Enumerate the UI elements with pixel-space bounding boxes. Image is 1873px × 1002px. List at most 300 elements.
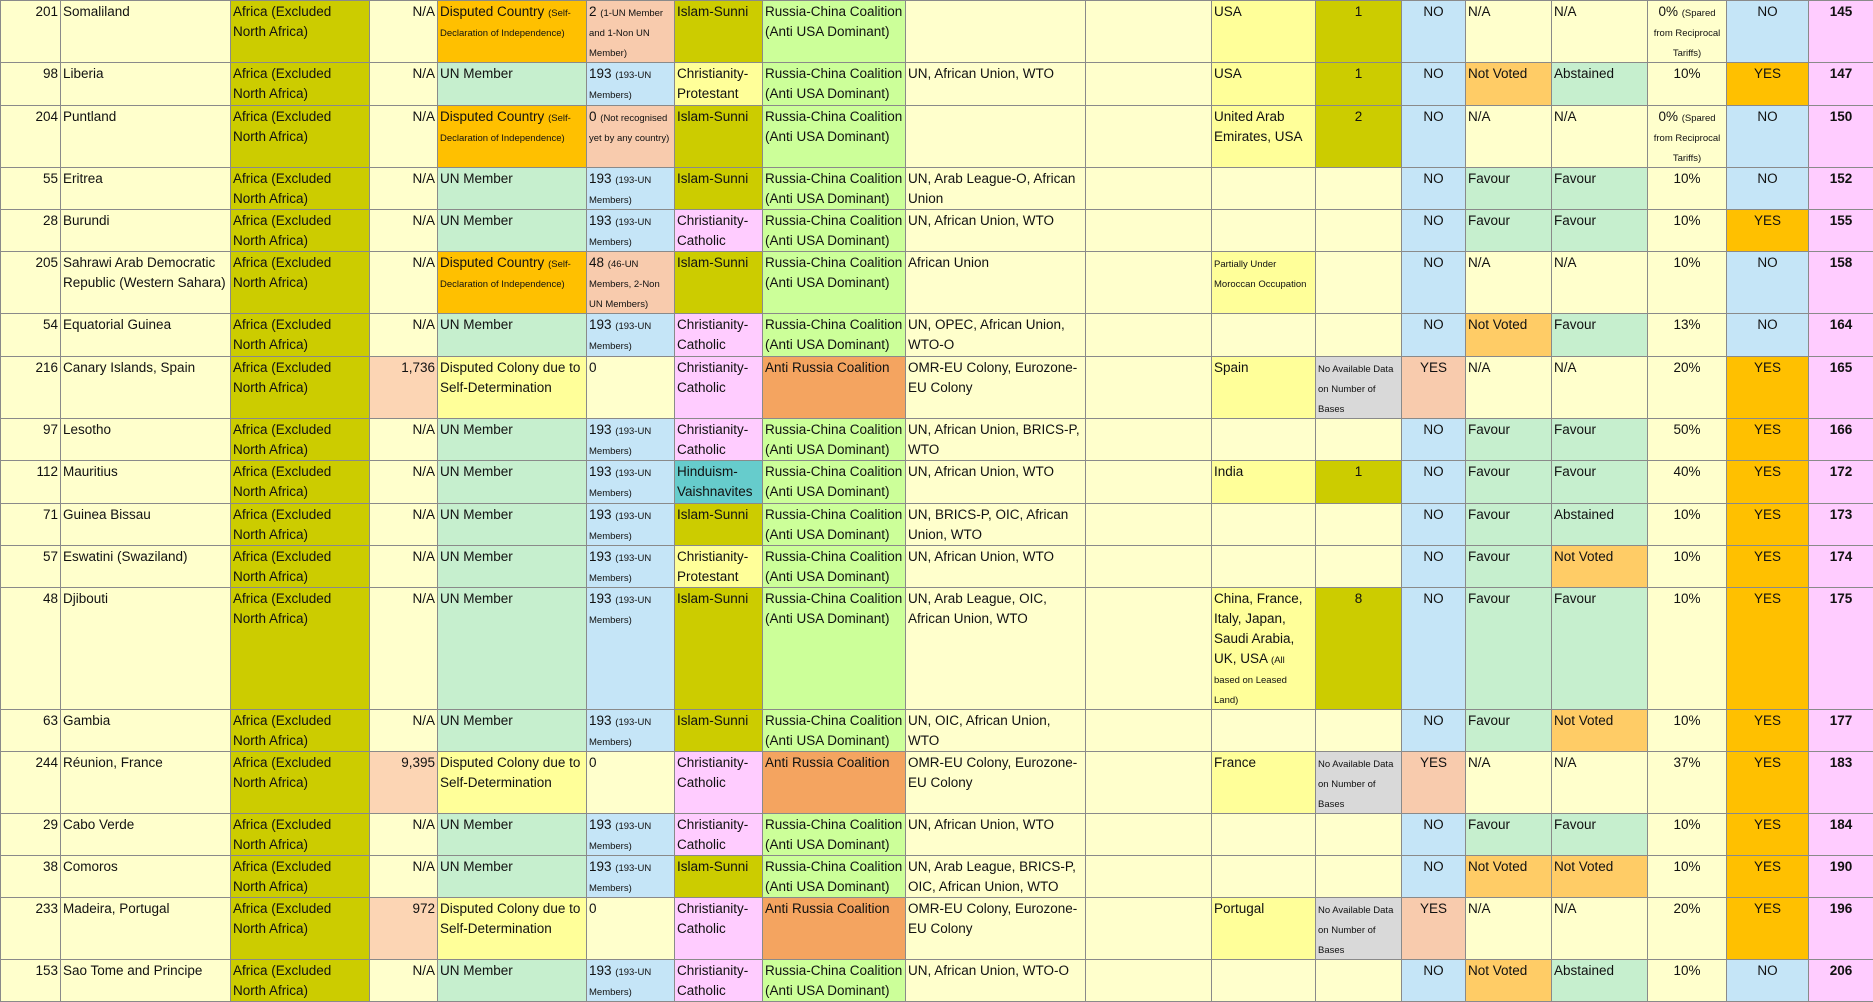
rank-cell[interactable] [1809, 210, 1873, 252]
vote-2-cell[interactable] [1552, 252, 1648, 314]
recognition-cell[interactable] [587, 856, 675, 898]
yes-no-cell[interactable] [1402, 752, 1466, 814]
host-cell[interactable] [1212, 814, 1316, 856]
empty-cell[interactable] [1086, 856, 1212, 898]
population-cell[interactable] [370, 252, 438, 314]
status-cell[interactable] [438, 357, 587, 419]
host-cell[interactable] [1212, 106, 1316, 168]
region-cell[interactable] [231, 814, 370, 856]
host-cell[interactable] [1212, 252, 1316, 314]
region-cell[interactable] [231, 461, 370, 504]
religion-cell[interactable] [675, 546, 763, 588]
coalition-cell[interactable] [763, 419, 906, 461]
region-cell[interactable] [231, 168, 370, 210]
rank-cell[interactable] [1809, 252, 1873, 314]
vote-1-cell[interactable] [1466, 314, 1552, 357]
status-cell[interactable] [438, 461, 587, 504]
population-cell[interactable] [370, 1, 438, 63]
final-flag-cell[interactable] [1727, 814, 1809, 856]
rank-cell[interactable] [1809, 546, 1873, 588]
population-cell[interactable] [370, 210, 438, 252]
tariff-cell[interactable] [1648, 546, 1727, 588]
final-flag-cell[interactable] [1727, 168, 1809, 210]
yes-no-cell[interactable] [1402, 210, 1466, 252]
host-cell[interactable] [1212, 856, 1316, 898]
vote-2-cell[interactable] [1552, 814, 1648, 856]
bases-cell[interactable] [1316, 168, 1402, 210]
yes-no-cell[interactable] [1402, 588, 1466, 710]
region-cell[interactable] [231, 504, 370, 546]
bases-cell[interactable] [1316, 106, 1402, 168]
population-cell[interactable] [370, 314, 438, 357]
host-cell[interactable] [1212, 357, 1316, 419]
tariff-cell[interactable] [1648, 210, 1727, 252]
region-cell[interactable] [231, 546, 370, 588]
host-cell[interactable] [1212, 960, 1316, 1002]
population-cell[interactable] [370, 168, 438, 210]
organizations-cell[interactable] [906, 461, 1086, 504]
recognition-cell[interactable] [587, 546, 675, 588]
vote-1-cell[interactable] [1466, 504, 1552, 546]
recognition-cell[interactable] [587, 63, 675, 106]
bases-cell[interactable] [1316, 546, 1402, 588]
empty-cell[interactable] [1086, 898, 1212, 960]
country-cell[interactable] [61, 546, 231, 588]
region-cell[interactable] [231, 314, 370, 357]
final-flag-cell[interactable] [1727, 1, 1809, 63]
yes-no-cell[interactable] [1402, 710, 1466, 752]
coalition-cell[interactable] [763, 168, 906, 210]
organizations-cell[interactable] [906, 504, 1086, 546]
status-cell[interactable] [438, 63, 587, 106]
vote-1-cell[interactable] [1466, 856, 1552, 898]
organizations-cell[interactable] [906, 252, 1086, 314]
host-cell[interactable] [1212, 314, 1316, 357]
vote-2-cell[interactable] [1552, 710, 1648, 752]
status-cell[interactable] [438, 314, 587, 357]
tariff-cell[interactable] [1648, 814, 1727, 856]
bases-cell[interactable] [1316, 752, 1402, 814]
tariff-cell[interactable] [1648, 856, 1727, 898]
recognition-cell[interactable] [587, 504, 675, 546]
religion-cell[interactable] [675, 1, 763, 63]
status-cell[interactable] [438, 960, 587, 1002]
rank-cell[interactable] [1809, 419, 1873, 461]
status-cell[interactable] [438, 504, 587, 546]
country-cell[interactable] [61, 314, 231, 357]
coalition-cell[interactable] [763, 504, 906, 546]
row-id[interactable] [1, 419, 61, 461]
organizations-cell[interactable] [906, 898, 1086, 960]
tariff-cell[interactable] [1648, 252, 1727, 314]
vote-2-cell[interactable] [1552, 314, 1648, 357]
host-cell[interactable] [1212, 710, 1316, 752]
coalition-cell[interactable] [763, 210, 906, 252]
vote-2-cell[interactable] [1552, 357, 1648, 419]
country-cell[interactable] [61, 419, 231, 461]
tariff-cell[interactable] [1648, 168, 1727, 210]
bases-cell[interactable] [1316, 210, 1402, 252]
yes-no-cell[interactable] [1402, 63, 1466, 106]
religion-cell[interactable] [675, 63, 763, 106]
vote-1-cell[interactable] [1466, 461, 1552, 504]
bases-cell[interactable] [1316, 419, 1402, 461]
recognition-cell[interactable] [587, 960, 675, 1002]
host-cell[interactable] [1212, 752, 1316, 814]
tariff-cell[interactable] [1648, 710, 1727, 752]
row-id[interactable] [1, 106, 61, 168]
row-id[interactable] [1, 814, 61, 856]
rank-cell[interactable] [1809, 814, 1873, 856]
rank-cell[interactable] [1809, 63, 1873, 106]
vote-1-cell[interactable] [1466, 168, 1552, 210]
status-cell[interactable] [438, 210, 587, 252]
population-cell[interactable] [370, 898, 438, 960]
country-cell[interactable] [61, 504, 231, 546]
organizations-cell[interactable] [906, 63, 1086, 106]
bases-cell[interactable] [1316, 1, 1402, 63]
status-cell[interactable] [438, 710, 587, 752]
recognition-cell[interactable] [587, 588, 675, 710]
empty-cell[interactable] [1086, 546, 1212, 588]
coalition-cell[interactable] [763, 546, 906, 588]
tariff-cell[interactable] [1648, 898, 1727, 960]
recognition-cell[interactable] [587, 106, 675, 168]
organizations-cell[interactable] [906, 419, 1086, 461]
organizations-cell[interactable] [906, 210, 1086, 252]
empty-cell[interactable] [1086, 960, 1212, 1002]
row-id[interactable] [1, 461, 61, 504]
organizations-cell[interactable] [906, 357, 1086, 419]
row-id[interactable] [1, 710, 61, 752]
host-cell[interactable] [1212, 588, 1316, 710]
region-cell[interactable] [231, 357, 370, 419]
bases-cell[interactable] [1316, 856, 1402, 898]
empty-cell[interactable] [1086, 814, 1212, 856]
tariff-cell[interactable] [1648, 106, 1727, 168]
row-id[interactable] [1, 546, 61, 588]
religion-cell[interactable] [675, 710, 763, 752]
recognition-cell[interactable] [587, 752, 675, 814]
organizations-cell[interactable] [906, 710, 1086, 752]
row-id[interactable] [1, 210, 61, 252]
rank-cell[interactable] [1809, 898, 1873, 960]
vote-1-cell[interactable] [1466, 588, 1552, 710]
empty-cell[interactable] [1086, 588, 1212, 710]
country-cell[interactable] [61, 960, 231, 1002]
country-cell[interactable] [61, 461, 231, 504]
coalition-cell[interactable] [763, 252, 906, 314]
recognition-cell[interactable] [587, 461, 675, 504]
vote-2-cell[interactable] [1552, 1, 1648, 63]
vote-1-cell[interactable] [1466, 357, 1552, 419]
empty-cell[interactable] [1086, 419, 1212, 461]
row-id[interactable] [1, 960, 61, 1002]
religion-cell[interactable] [675, 814, 763, 856]
empty-cell[interactable] [1086, 461, 1212, 504]
rank-cell[interactable] [1809, 752, 1873, 814]
religion-cell[interactable] [675, 210, 763, 252]
region-cell[interactable] [231, 106, 370, 168]
final-flag-cell[interactable] [1727, 856, 1809, 898]
empty-cell[interactable] [1086, 1, 1212, 63]
status-cell[interactable] [438, 898, 587, 960]
region-cell[interactable] [231, 1, 370, 63]
rank-cell[interactable] [1809, 588, 1873, 710]
vote-2-cell[interactable] [1552, 419, 1648, 461]
empty-cell[interactable] [1086, 252, 1212, 314]
vote-2-cell[interactable] [1552, 63, 1648, 106]
vote-1-cell[interactable] [1466, 210, 1552, 252]
final-flag-cell[interactable] [1727, 461, 1809, 504]
final-flag-cell[interactable] [1727, 898, 1809, 960]
recognition-cell[interactable] [587, 710, 675, 752]
religion-cell[interactable] [675, 314, 763, 357]
final-flag-cell[interactable] [1727, 210, 1809, 252]
row-id[interactable] [1, 856, 61, 898]
region-cell[interactable] [231, 960, 370, 1002]
final-flag-cell[interactable] [1727, 63, 1809, 106]
empty-cell[interactable] [1086, 710, 1212, 752]
bases-cell[interactable] [1316, 898, 1402, 960]
final-flag-cell[interactable] [1727, 546, 1809, 588]
yes-no-cell[interactable] [1402, 960, 1466, 1002]
vote-1-cell[interactable] [1466, 898, 1552, 960]
organizations-cell[interactable] [906, 168, 1086, 210]
rank-cell[interactable] [1809, 357, 1873, 419]
tariff-cell[interactable] [1648, 504, 1727, 546]
yes-no-cell[interactable] [1402, 461, 1466, 504]
population-cell[interactable] [370, 357, 438, 419]
empty-cell[interactable] [1086, 210, 1212, 252]
yes-no-cell[interactable] [1402, 1, 1466, 63]
country-cell[interactable] [61, 588, 231, 710]
coalition-cell[interactable] [763, 314, 906, 357]
empty-cell[interactable] [1086, 752, 1212, 814]
tariff-cell[interactable] [1648, 588, 1727, 710]
row-id[interactable] [1, 357, 61, 419]
yes-no-cell[interactable] [1402, 814, 1466, 856]
religion-cell[interactable] [675, 357, 763, 419]
rank-cell[interactable] [1809, 504, 1873, 546]
vote-1-cell[interactable] [1466, 1, 1552, 63]
final-flag-cell[interactable] [1727, 960, 1809, 1002]
religion-cell[interactable] [675, 419, 763, 461]
status-cell[interactable] [438, 1, 587, 63]
vote-2-cell[interactable] [1552, 856, 1648, 898]
row-id[interactable] [1, 588, 61, 710]
final-flag-cell[interactable] [1727, 504, 1809, 546]
coalition-cell[interactable] [763, 898, 906, 960]
region-cell[interactable] [231, 419, 370, 461]
coalition-cell[interactable] [763, 63, 906, 106]
religion-cell[interactable] [675, 461, 763, 504]
coalition-cell[interactable] [763, 357, 906, 419]
vote-2-cell[interactable] [1552, 898, 1648, 960]
coalition-cell[interactable] [763, 856, 906, 898]
yes-no-cell[interactable] [1402, 856, 1466, 898]
organizations-cell[interactable] [906, 546, 1086, 588]
row-id[interactable] [1, 504, 61, 546]
final-flag-cell[interactable] [1727, 419, 1809, 461]
row-id[interactable] [1, 898, 61, 960]
organizations-cell[interactable] [906, 314, 1086, 357]
population-cell[interactable] [370, 461, 438, 504]
rank-cell[interactable] [1809, 461, 1873, 504]
rank-cell[interactable] [1809, 710, 1873, 752]
recognition-cell[interactable] [587, 252, 675, 314]
vote-2-cell[interactable] [1552, 546, 1648, 588]
country-cell[interactable] [61, 898, 231, 960]
tariff-cell[interactable] [1648, 357, 1727, 419]
region-cell[interactable] [231, 63, 370, 106]
tariff-cell[interactable] [1648, 419, 1727, 461]
final-flag-cell[interactable] [1727, 357, 1809, 419]
rank-cell[interactable] [1809, 856, 1873, 898]
coalition-cell[interactable] [763, 461, 906, 504]
yes-no-cell[interactable] [1402, 106, 1466, 168]
organizations-cell[interactable] [906, 814, 1086, 856]
country-cell[interactable] [61, 752, 231, 814]
religion-cell[interactable] [675, 504, 763, 546]
organizations-cell[interactable] [906, 1, 1086, 63]
status-cell[interactable] [438, 252, 587, 314]
religion-cell[interactable] [675, 856, 763, 898]
region-cell[interactable] [231, 252, 370, 314]
rank-cell[interactable] [1809, 1, 1873, 63]
vote-2-cell[interactable] [1552, 960, 1648, 1002]
population-cell[interactable] [370, 856, 438, 898]
coalition-cell[interactable] [763, 588, 906, 710]
religion-cell[interactable] [675, 588, 763, 710]
tariff-cell[interactable] [1648, 752, 1727, 814]
status-cell[interactable] [438, 168, 587, 210]
status-cell[interactable] [438, 546, 587, 588]
region-cell[interactable] [231, 856, 370, 898]
vote-1-cell[interactable] [1466, 106, 1552, 168]
religion-cell[interactable] [675, 960, 763, 1002]
country-cell[interactable] [61, 63, 231, 106]
host-cell[interactable] [1212, 210, 1316, 252]
bases-cell[interactable] [1316, 461, 1402, 504]
status-cell[interactable] [438, 856, 587, 898]
tariff-cell[interactable] [1648, 461, 1727, 504]
tariff-cell[interactable] [1648, 314, 1727, 357]
final-flag-cell[interactable] [1727, 314, 1809, 357]
host-cell[interactable] [1212, 1, 1316, 63]
empty-cell[interactable] [1086, 168, 1212, 210]
vote-1-cell[interactable] [1466, 419, 1552, 461]
country-cell[interactable] [61, 210, 231, 252]
vote-1-cell[interactable] [1466, 960, 1552, 1002]
host-cell[interactable] [1212, 898, 1316, 960]
yes-no-cell[interactable] [1402, 898, 1466, 960]
yes-no-cell[interactable] [1402, 357, 1466, 419]
organizations-cell[interactable] [906, 588, 1086, 710]
bases-cell[interactable] [1316, 252, 1402, 314]
tariff-cell[interactable] [1648, 960, 1727, 1002]
rank-cell[interactable] [1809, 960, 1873, 1002]
vote-1-cell[interactable] [1466, 814, 1552, 856]
vote-2-cell[interactable] [1552, 106, 1648, 168]
country-cell[interactable] [61, 252, 231, 314]
row-id[interactable] [1, 314, 61, 357]
country-cell[interactable] [61, 357, 231, 419]
coalition-cell[interactable] [763, 710, 906, 752]
recognition-cell[interactable] [587, 168, 675, 210]
religion-cell[interactable] [675, 252, 763, 314]
status-cell[interactable] [438, 814, 587, 856]
population-cell[interactable] [370, 588, 438, 710]
population-cell[interactable] [370, 814, 438, 856]
coalition-cell[interactable] [763, 1, 906, 63]
bases-cell[interactable] [1316, 63, 1402, 106]
host-cell[interactable] [1212, 168, 1316, 210]
empty-cell[interactable] [1086, 63, 1212, 106]
rank-cell[interactable] [1809, 168, 1873, 210]
country-cell[interactable] [61, 814, 231, 856]
region-cell[interactable] [231, 898, 370, 960]
status-cell[interactable] [438, 419, 587, 461]
region-cell[interactable] [231, 588, 370, 710]
country-cell[interactable] [61, 106, 231, 168]
final-flag-cell[interactable] [1727, 252, 1809, 314]
population-cell[interactable] [370, 960, 438, 1002]
vote-2-cell[interactable] [1552, 504, 1648, 546]
vote-1-cell[interactable] [1466, 752, 1552, 814]
final-flag-cell[interactable] [1727, 752, 1809, 814]
empty-cell[interactable] [1086, 357, 1212, 419]
empty-cell[interactable] [1086, 106, 1212, 168]
population-cell[interactable] [370, 63, 438, 106]
bases-cell[interactable] [1316, 357, 1402, 419]
yes-no-cell[interactable] [1402, 168, 1466, 210]
host-cell[interactable] [1212, 546, 1316, 588]
vote-1-cell[interactable] [1466, 252, 1552, 314]
final-flag-cell[interactable] [1727, 710, 1809, 752]
population-cell[interactable] [370, 752, 438, 814]
bases-cell[interactable] [1316, 960, 1402, 1002]
recognition-cell[interactable] [587, 210, 675, 252]
yes-no-cell[interactable] [1402, 546, 1466, 588]
empty-cell[interactable] [1086, 314, 1212, 357]
bases-cell[interactable] [1316, 588, 1402, 710]
status-cell[interactable] [438, 588, 587, 710]
host-cell[interactable] [1212, 504, 1316, 546]
vote-2-cell[interactable] [1552, 588, 1648, 710]
organizations-cell[interactable] [906, 106, 1086, 168]
country-cell[interactable] [61, 710, 231, 752]
coalition-cell[interactable] [763, 960, 906, 1002]
recognition-cell[interactable] [587, 898, 675, 960]
religion-cell[interactable] [675, 168, 763, 210]
bases-cell[interactable] [1316, 710, 1402, 752]
recognition-cell[interactable] [587, 1, 675, 63]
yes-no-cell[interactable] [1402, 252, 1466, 314]
rank-cell[interactable] [1809, 106, 1873, 168]
vote-1-cell[interactable] [1466, 710, 1552, 752]
coalition-cell[interactable] [763, 752, 906, 814]
organizations-cell[interactable] [906, 752, 1086, 814]
empty-cell[interactable] [1086, 504, 1212, 546]
status-cell[interactable] [438, 752, 587, 814]
vote-1-cell[interactable] [1466, 63, 1552, 106]
coalition-cell[interactable] [763, 106, 906, 168]
row-id[interactable] [1, 168, 61, 210]
yes-no-cell[interactable] [1402, 314, 1466, 357]
religion-cell[interactable] [675, 752, 763, 814]
population-cell[interactable] [370, 710, 438, 752]
